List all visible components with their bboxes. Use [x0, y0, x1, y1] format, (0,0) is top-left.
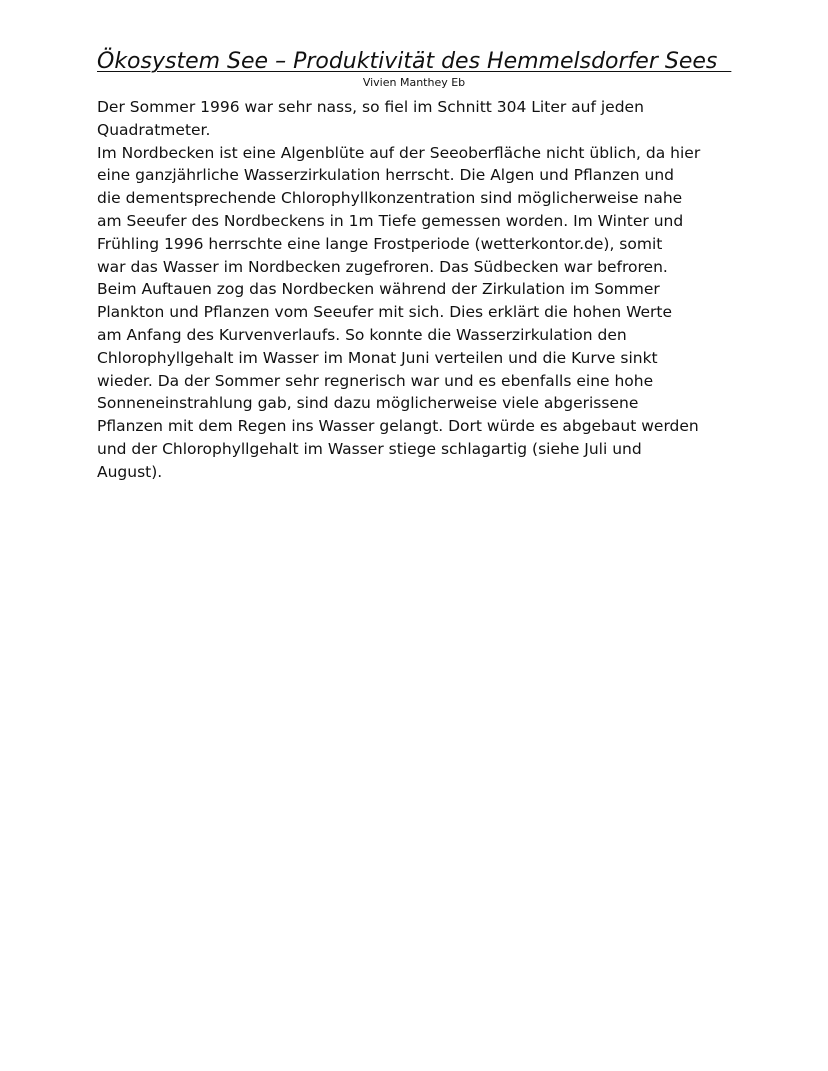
text-line: Plankton und Pflanzen vom Seeufer mit sich. Dies erklärt die hohen Werte: [97, 303, 673, 322]
text-line: Sonneneinstrahlung gab, sind dazu möglicherweise viele abgerissene: [97, 394, 639, 413]
document-body: [97, 96, 737, 484]
text-line: am Anfang des Kurvenverlaufs. So konnte die Wasserzirkulation den: [97, 325, 627, 344]
text-line: und der Chlorophyllgehalt im Wasser stiege schlagartig (siehe Juli und: [97, 439, 642, 458]
text-line: Chlorophyllgehalt im Wasser im Monat Juni verteilen und die Kurve sinkt: [97, 348, 658, 367]
text-line: eine ganzjährliche Wasserzirkulation herrscht. Die Algen und Pflanzen und: [97, 166, 674, 185]
text-line: Pflanzen mit dem Regen ins Wasser gelangt. Dort würde es abgebaut werden: [97, 417, 699, 436]
text-line: wieder. Da der Sommer sehr regnerisch war und es ebenfalls eine hohe: [97, 371, 654, 390]
text-line: die dementsprechende Chlorophyllkonzentration sind möglicherweise nahe: [97, 189, 683, 208]
document-title: Ökosystem See – Produktivität des Hemmelsdorfer Sees: [97, 49, 732, 74]
paragraph-analysis: [97, 142, 737, 484]
text-line: Der Sommer 1996 war sehr nass, so fiel im Schnitt 304 Liter auf jeden: [97, 98, 644, 116]
document-author: Vivien Manthey Eb: [362, 76, 466, 89]
text-line: war das Wasser im Nordbecken zugefroren. Das Südbecken war befroren.: [97, 257, 668, 276]
text-line: August).: [97, 462, 163, 481]
text-line: Im Nordbecken ist eine Algenblüte auf der Seeoberfläche nicht üblich, da hier: [97, 143, 701, 162]
paragraph-intro: [97, 96, 737, 142]
text-line: am Seeufer des Nordbeckens in 1m Tiefe gemessen worden. Im Winter und: [97, 211, 684, 230]
text-line: Frühling 1996 herrschte eine lange Frostperiode (wetterkontor.de), somit: [97, 234, 663, 253]
text-line: Quadratmeter.: [97, 120, 211, 139]
text-line: Beim Auftauen zog das Nordbecken während der Zirkulation im Sommer: [97, 280, 660, 299]
